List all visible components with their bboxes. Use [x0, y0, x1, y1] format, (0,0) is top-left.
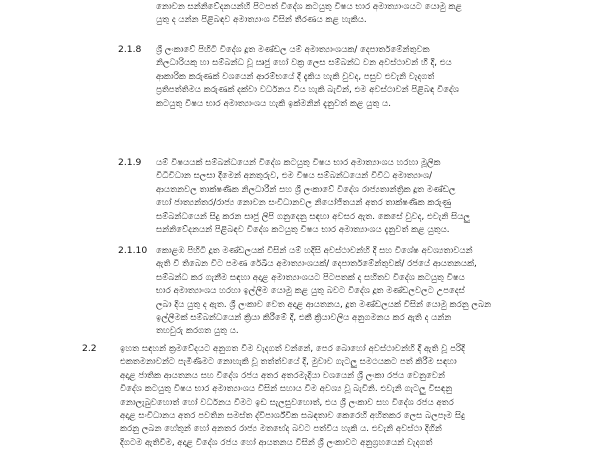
paragraph-line: තහවුරු කරගත යුතු ය. — [156, 326, 239, 337]
paragraph-line: ඉහත සඳහන් ක්‍රමවේදයට අනුගත වීම වැදගත් වන්නේ, පෙර බොහෝ අවස්ථාවන්හි දී ඇති වූ පරිදි — [120, 344, 465, 354]
paragraph-line: අදාළ සංවිධානය අතර පවතින සමස්ත ද්විපාර්ශ්වික සබඳතාව කෙරෙහි අහිතකර ලෙස බලපෑම සිදු — [120, 411, 465, 421]
paragraph-line: කොළඹ පිහිටි දූත මණ්ඩලයක් විසින් යම් හදිසි අවස්ථාවන්හි දී සහ විශේෂ අවශ්‍යතාවයන් — [156, 246, 473, 256]
paragraph-line: දිගටම ඇතිවීම, අදාළ විදේශ රජය හෝ ආයතනය විසින් ශ්‍රී ලංකාවට අනුග්‍රහයෙන් වැදගත් — [120, 437, 433, 448]
section-number: 2.2 — [82, 343, 97, 354]
paragraph-line: කරනු ලබන හේතුන් හෝ අනතර රාජ්‍ය මතභේද බවට පත්විය හැකි ය. එවැනි අවස්ථා දිගින් — [120, 424, 442, 435]
paragraph-line: ආකාරික කරුණක් වශයෙන් ආරම්භයේ දී දැකිය හැකි වුවද, පසුව එවැනි වැදගත් — [156, 71, 435, 82]
paragraph-line: නොලැබුවහොත් හෝ වර්ධනය වීමට ඉඩ සැලසුවහොත්, එය ශ්‍රී ලංකාව සහ විදේශ රජය අතර — [120, 397, 454, 408]
paragraph-line: ප්‍රතිපත්තිමය කරුණක් දක්වා වර්ධනය විය හැකි බැවින්, එම අවස්ථාවන් පිළිබඳ විදේශ — [156, 85, 460, 96]
paragraph-line: නොවන සන්නිවේදනයන්හි පිටපත් විදේශ කටයුතු විෂය භාර අමාත්‍යාංශයට යොමු කළ — [156, 2, 462, 12]
section-number: 2.1.10 — [118, 245, 148, 256]
paragraph-line: කටයුතු විෂය භාර අමාත්‍යාංශය හැකි ඉක්මනින් දැනුවත් කළ යුතු ය. — [156, 98, 391, 109]
section-number: 2.1.9 — [118, 157, 142, 168]
paragraph-line: සම්බන්ධයෙන් සිදු කරන සෘජු ලිපි ගනුදෙනු සඳහා අවසර ඇත. කෙසේ වුවද, එවැනි සියලු — [156, 211, 470, 222]
paragraph-line: ඉල්ලීමක් සම්බන්ධයෙන් ක්‍රියා කිරීමේ දී, එකී ක්‍රියාවලිය අනුගමනය කර ඇති ද යන්න — [156, 313, 452, 323]
paragraph-line: අදාළ ජාතික ආයතනය සහ විදේශ රජය අතර අතරමැදියා වශයෙන් ශ්‍රී ලංකා රජය වෙනුවෙන් — [120, 370, 445, 381]
paragraph-line: භාර අමාත්‍යාංශය හරහා ඉල්ලීම යොමු කළ යුතු බවට විදේශ දූත මණ්ඩලවලට උපදෙස් — [156, 286, 465, 297]
paragraph-line: ආයතනවල තාක්ෂණික නිලධාරීන් සහ ශ්‍රී ලංකාවේ විදේශ රාජ්‍යතාන්ත්‍රික දූත මණ්ඩල — [156, 184, 456, 195]
paragraph-line: ඇති වි තිබෙන විට පමණ රේඛීය අමාත්‍යාංශයක්/ දෙපාර්තමේන්තුවක්/ රජයේ ආයතනයක්, — [156, 259, 477, 270]
paragraph-line: විදේශ කටයුතු විෂය භාර අමාත්‍යාංශය විසින් සහාය වීම අවශ්‍ය වූ බැවිනි. එවැනි ගැටලු විසඳනු — [120, 384, 453, 395]
paragraph-line: හෝ ජාත්‍යන්තර/රාජ්‍ය නොවන සංවිධානවල නියෝජිතයන් අතර තාක්ෂණික කරුණු — [156, 198, 452, 209]
paragraph-line: ශ්‍රී ලංකාවේ පිහිටි විදේශ දූත මණ්ඩල යම් අමාත්‍යාංශයක/ දෙපාර්තමේන්තුවක — [156, 45, 430, 55]
paragraph-line: සම්බන්ධ කර ගැනීම සඳහා අදාළ අමාත්‍යාංශයට පිටපතක් ද සහිතව විදේශ කටයුතු විෂය — [156, 272, 465, 283]
paragraph-line: ලබා දිය යුතු ද ඇත. ශ්‍රී ලංකාව වෙත අදාළ ආයතනය, දූත මණ්ඩලයක් විසින් යොමු කරනු ලබන — [156, 299, 492, 310]
paragraph-line: නිලධාරියකු හා සම්බන්ධ වූ ඍජු හෝ වක්‍ර ලෙස සම්බන්ධ වන අවස්ථාවන් හී දී, එය — [156, 58, 452, 69]
paragraph-line: එකතමනාවන්ට පැමිණීමට නොහැකි වූ තත්ත්වයේ දී, මුවාව ගැටලු සමථයකට පත් කිරීම සඳහා — [120, 357, 457, 368]
section-number: 2.1.8 — [118, 44, 142, 55]
paragraph-line: විධිවිධාන සලසා දීමෙන් අනතුරුව, එම විෂය සම්බන්ධයෙන් විවිධ අමාත්‍යාංශ/ — [156, 171, 433, 182]
paragraph-line: යම් විෂයයක් සම්බන්ධයෙන් විදේශ කටයුතු විෂය භාර අමාත්‍යාංශය හරහා මූලික — [156, 158, 441, 168]
paragraph-line: සන්නිවේදනයන් පිළිබඳව විදේශ කටයුතු විෂය භාර අමාත්‍යාංශය දැනුවත් කළ යුතුය. — [156, 225, 450, 235]
paragraph-line: යුතු ද යන්න පිළිබඳව අමාත්‍යාංශ විසින් තීරණය කළ හැකිය. — [156, 15, 367, 26]
